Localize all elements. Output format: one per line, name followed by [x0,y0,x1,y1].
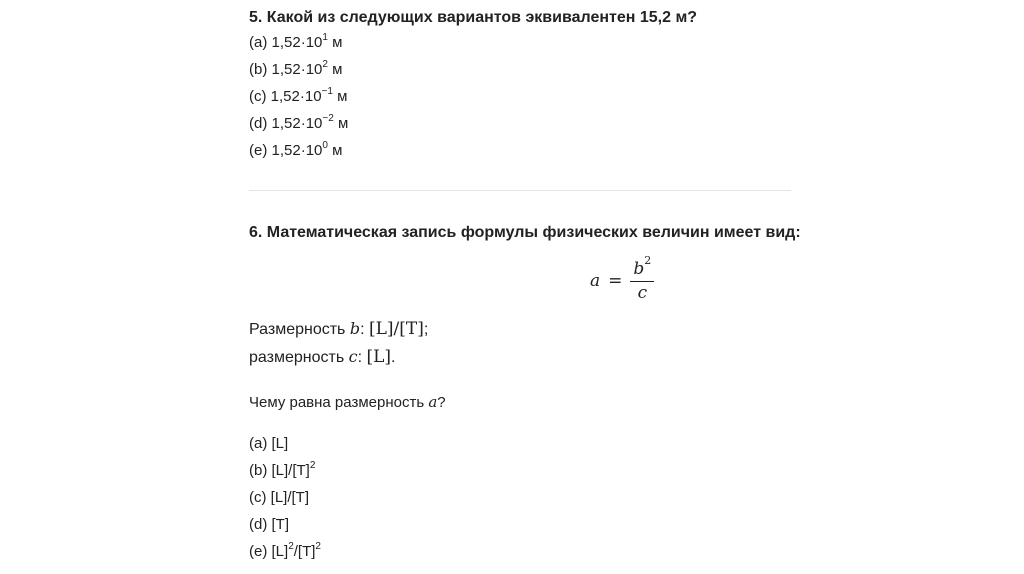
q6-option-a: (a) [L] [249,435,289,452]
dimension-c: размерность c: [L]. [249,347,396,367]
q6-title: 6. Математическая запись формулы физических величин имеет вид: [249,224,801,241]
formula-numerator-exp: 2 [644,254,652,268]
section-divider [249,190,791,191]
q5-option-a: (a) $1,52\cdot 10^1$ м [249,32,343,51]
q5-option-c: (c) $1,52\cdot 10^{-1}$ м [249,86,348,105]
formula [590,254,654,303]
q5-option-b: (b) $1,52\cdot 10^2$ м [249,59,343,78]
q6-option-c: (c) [L]/[T] [249,489,309,506]
q6-question: Чему равна размерность a? [249,393,446,411]
q5-option-d: (d) $1,52\cdot 10^{-2}$ м [249,113,349,132]
q6-option-b: (b) $[L]/[T]^2$ [249,460,316,479]
q6-option-d: (d) [T] [249,516,289,533]
formula-equals: = [608,270,623,291]
formula-denominator: c [637,283,648,303]
formula-lhs: a [590,270,601,291]
q5-option-e: (e) $1,52\cdot 10^0$ м [249,140,343,159]
dimension-b: Размерность b: [L]/[T]; [249,319,429,339]
formula-numerator: b [633,259,645,279]
q5-title: 5. Какой из следующих вариантов эквивалентен 15,2 м? [249,9,698,26]
formula-fraction [630,254,654,303]
q6-option-e: (e) $[L]^2/[T]^2$ [249,541,321,560]
